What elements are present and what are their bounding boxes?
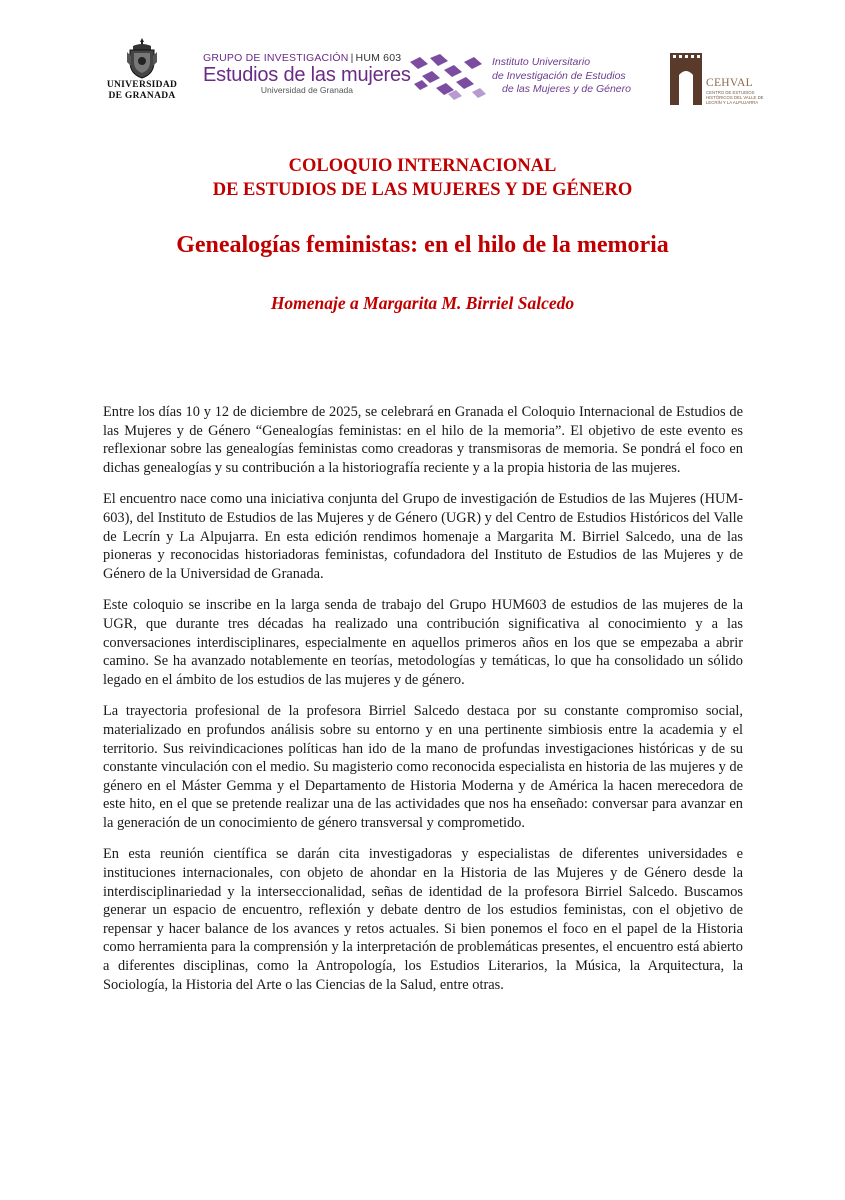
- hum603-logo: GRUPO DE INVESTIGACIÓN | HUM 603 Estudios de las mujeres Universidad de Granada: [203, 52, 411, 95]
- cehval-logo: [668, 53, 768, 105]
- ugr-name-line-2: DE GRANADA: [108, 91, 176, 101]
- iuem-line-3: de las Mujeres y de Género: [502, 83, 631, 95]
- ugr-crest-icon: [125, 36, 159, 80]
- iuem-diamonds-icon: [408, 54, 488, 102]
- cehval-subtitle: CENTRO DE ESTUDIOS HISTÓRICOS DEL VALLE DE LECRÍN Y LA ALPUJARRA: [706, 90, 764, 105]
- cehval-tower-icon: [668, 53, 704, 105]
- colloquium-heading-line-2: DE ESTUDIOS DE LAS MUJERES Y DE GÉNERO: [212, 180, 633, 200]
- ugr-name-line-1: UNIVERSIDAD: [106, 80, 178, 90]
- event-subtitle: Homenaje a Margarita M. Birriel Salcedo: [270, 293, 575, 313]
- paragraph: El encuentro nace como una iniciativa conjunta del Grupo de investigación de Estudios de las Mujeres (HUM-603), del Instituto de Estudios de las Mujeres y de Género (UGR) y del Centro de Estudios Históricos del Valle de Lecrín y La Alpujarra. En esta edición rendimos homenaje a Margarita M. Birriel Salcedo, una de las pioneras y reconocidas historiadoras feministas, cofundadora del Instituto de Estudios de las Mujeres y de Género de la Universidad de Granada.: [103, 491, 744, 582]
- universidad-de-granada-logo: [105, 36, 179, 106]
- paragraph: En esta reunión científica se darán cita investigadoras y especialistas de diferentes universidades e instituciones internacionales, con objeto de ahondar en la Historia de las Mujeres y de Género desde la interdisciplinariedad y la interseccionalidad, señas de identidad de la profesora Birriel Salcedo. Buscamos generar un espacio de encuentro, reflexión y debate dentro de los estudios feministas, con el objetivo de repensar y hacer balance de los avances y retos actuales. Si bien ponemos el foco en el papel de la Historia como herramienta para la comprensión y la interpretación de problemáticas presentes, el encuentro está abierto a diferentes disciplinas, como la Antropología, los Estudios Literarios, la Música, la Arquitectura, la Sociología, la Historia del Arte o las Ciencias de la Salud, entre otras.: [103, 846, 743, 993]
- body-text: [103, 403, 743, 1007]
- paragraph: Entre los días 10 y 12 de diciembre de 2025, se celebrará en Granada el Coloquio Internacional de Estudios de las Mujeres y de Género “Genealogías feministas: en el hilo de la memoria”. El objetivo de este evento es reflexionar sobre las genealogías feministas como creadoras y transmisoras de memoria. Se pondrá el foco en dichas genealogías y su contribución a la historiografía reciente y a la propia historia de las mujeres.: [103, 404, 743, 476]
- paragraph: Este coloquio se inscribe en la larga senda de trabajo del Grupo HUM603 de estudios de las mujeres de la UGR, que durante tres décadas ha realizado una contribución significativa al conocimiento y a las conversaciones interdisciplinares, especialmente en aquellos primeros años en los que se empezaba a abrir camino. Se ha avanzado notablemente en teorías, metodologías y temáticas, lo que ha consolidado un sólido legado en el ámbito de los estudios de las mujeres y de género.: [103, 597, 743, 688]
- iuem-logo: [408, 54, 633, 102]
- hum-group-label: GRUPO DE INVESTIGACIÓN: [203, 52, 349, 64]
- paragraph: La trayectoria profesional de la profesora Birriel Salcedo destaca por su constante compromiso social, materializado en profundos análisis sobre su entorno y en una pertinente simbiosis entre la academia y el territorio. Sus reivindicaciones políticas han ido de la mano de profundas investigaciones históricas y de su constante vinculación con el medio. Su magisterio como reconocida especialista en historia de las mujeres y de género en el Máster Gemma y el Departamento de Historia Moderna y de América la hacen merecedora de este hito, en el que se pretende realizar una de las actividades que nos ha enseñado: conversar para avanzar en la generación de un conocimiento de género transversal y comprometido.: [103, 703, 743, 831]
- hum-code: HUM 603: [355, 52, 402, 64]
- colloquium-heading-line-1: COLOQUIO INTERNACIONAL: [288, 156, 557, 176]
- hum-university: Universidad de Granada: [260, 85, 353, 95]
- iuem-line-1: Instituto Universitario: [492, 56, 591, 68]
- event-title: Genealogías feministas: en el hilo de la memoria: [176, 232, 669, 258]
- cehval-name: CEHVAL: [706, 77, 753, 89]
- iuem-line-2: de Investigación de Estudios: [492, 69, 626, 82]
- hum-main-name: Estudios de las mujeres: [203, 64, 411, 86]
